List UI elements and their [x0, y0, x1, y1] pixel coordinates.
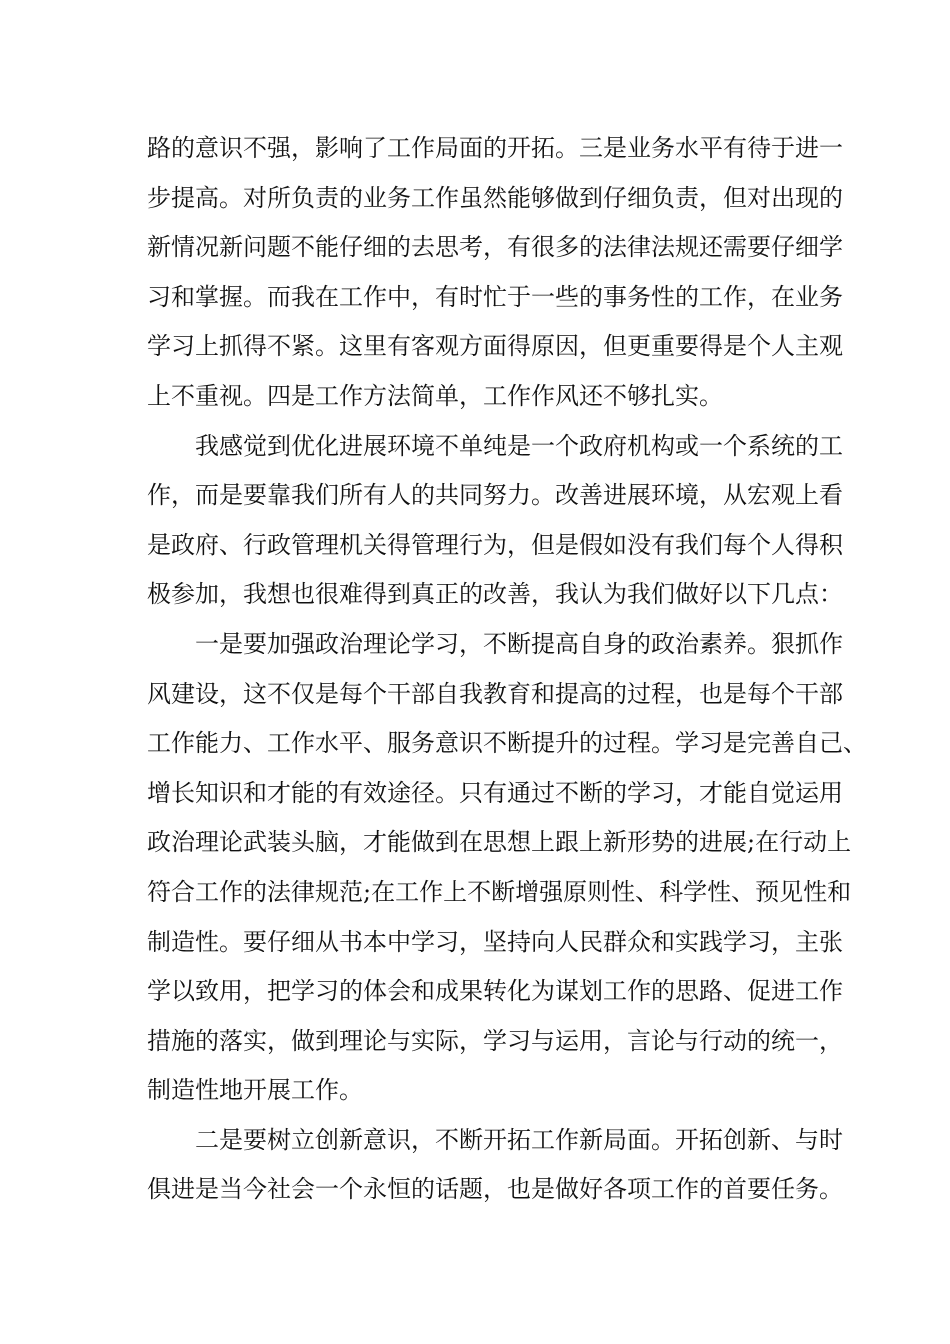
text-line: 是政府、行政管理机关得管理行为，但是假如没有我们每个人得积 — [147, 530, 843, 559]
text-line: 极参加，我想也很难得到真正的改善，我认为我们做好以下几点： — [147, 580, 843, 609]
text-line: 制造性地开展工作。 — [147, 1076, 363, 1105]
paragraph-first-line: 二是要树立创新意识，不断开拓工作新局面。开拓创新、与时 — [195, 1125, 843, 1154]
document-body — [147, 124, 867, 1215]
text-line: 风建设，这不仅是每个干部自我教育和提高的过程，也是每个干部 — [147, 679, 843, 708]
paragraph-first-line: 一是要加强政治理论学习，不断提高自身的政治素养。狠抓作 — [195, 629, 843, 658]
text-line: 习和掌握。而我在工作中，有时忙于一些的事务性的工作，在业务 — [147, 282, 843, 311]
text-line: 学以致用，把学习的体会和成果转化为谋划工作的思路、促进工作 — [147, 977, 843, 1006]
text-line: 措施的落实，做到理论与实际，学习与运用，言论与行动的统一， — [147, 1026, 843, 1055]
text-line: 增长知识和才能的有效途径。只有通过不断的学习，才能自觉运用 — [147, 778, 843, 807]
text-line: 俱进是当今社会一个永恒的话题，也是做好各项工作的首要任务。 — [147, 1175, 843, 1204]
text-line: 新情况新问题不能仔细的去思考，有很多的法律法规还需要仔细学 — [147, 233, 843, 262]
text-line: 路的意识不强，影响了工作局面的开拓。三是业务水平有待于进一 — [147, 134, 843, 162]
text-line: 学习上抓得不紧。这里有客观方面得原因，但更重要得是个人主观 — [147, 332, 843, 361]
text-line: 制造性。要仔细从书本中学习，坚持向人民群众和实践学习，主张 — [147, 927, 843, 956]
text-line: 作，而是要靠我们所有人的共同努力。改善进展环境，从宏观上看 — [147, 481, 843, 510]
paragraph-first-line: 我感觉到优化进展环境不单纯是一个政府机构或一个系统的工 — [195, 431, 843, 460]
text-line: 步提高。对所负责的业务工作虽然能够做到仔细负责，但对出现的 — [147, 183, 843, 212]
text-line: 符合工作的法律规范;在工作上不断增强原则性、科学性、预见性和 — [147, 877, 852, 906]
text-line: 政治理论武装头脑，才能做到在思想上跟上新形势的进展;在行动上 — [147, 828, 852, 857]
text-line: 工作能力、工作水平、服务意识不断提升的过程。学习是完善自己、 — [147, 729, 867, 758]
text-line: 上不重视。四是工作方法简单，工作作风还不够扎实。 — [147, 381, 723, 410]
